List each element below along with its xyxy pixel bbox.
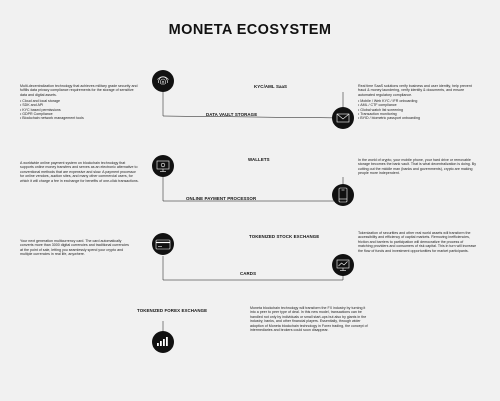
tokenized-stock-text <box>358 231 478 253</box>
node-kyc-aml <box>332 107 354 129</box>
list-item: • KYC based permissions <box>20 108 140 112</box>
list-item: • Cloud and local storage <box>20 99 140 103</box>
kyc-aml-label: KYC/AML SaaS <box>254 84 288 89</box>
cards-text <box>20 239 132 257</box>
online-payment-label: ONLINE PAYMENT PROCESSOR <box>186 196 257 201</box>
node-tokenized-forex <box>152 331 174 353</box>
wallets-label: WALLETS <box>248 157 270 162</box>
tokenized-forex-label: TOKENIZED FOREX EXCHANGE <box>137 308 208 313</box>
tokenized-forex-text <box>250 306 370 332</box>
online-payment-description: A worldwide online payment system on blockchain technology that supports online money transfers and serves as an electronic alternative to conventional methods that are expensive and slow. A payment processor for online vendors, auction sites, and many other commercial users, for which it will charge a fee in exchange for benefits of one-click transactions. <box>20 161 139 183</box>
kyc-aml-features <box>358 99 478 121</box>
cards-label: CARDS <box>240 271 257 276</box>
page-title: MONETA ECOSYSTEM <box>168 22 332 38</box>
wallets-description: In the world of crypto, your mobile phone, your hard drive or removable storage becomes the bank vault. That is what decentralization is doing. By cutting out the middle man (banks and governments), crypto are making people more independent. <box>358 158 476 176</box>
data-vault-label: DATA VAULT STORAGE <box>206 112 258 117</box>
data-vault-features <box>20 99 140 121</box>
tokenized-stock-description: Tokenization of securities and other real world assets will transform the accessibility and efficiency of capital markets. Removing inefficiencies, friction and barriers to participation will democratize the process of matching providers and consumers of risk capital. This in turn will increase the flow of funds and investment opportunities for market participants. <box>358 231 477 253</box>
list-item: • GDPR Compliance <box>20 112 140 116</box>
list-item: • SDK and API <box>20 103 140 107</box>
list-item: • Blockchain network management tools <box>20 116 140 120</box>
list-item: • AML / CTF compliance <box>358 103 478 107</box>
tokenized-stock-label: TOKENIZED STOCK EXCHANGE <box>249 234 320 239</box>
node-tokenized-stock <box>332 254 354 276</box>
kyc-aml-text <box>358 84 478 121</box>
wallets-text <box>358 158 478 176</box>
connectors <box>163 116 343 321</box>
online-payment-text <box>20 161 140 183</box>
list-item: • Transaction monitoring <box>358 112 478 116</box>
node-data-vault <box>152 70 174 92</box>
list-item: • BYID / biometric passport onboarding <box>358 116 478 120</box>
kyc-aml-description: Real time SaaS solutions verify business and user identity, help prevent fraud & money laundering, verify identity & documents, and ensure automated regulatory compliance. <box>358 84 472 97</box>
list-item: • Mobile / Web KYC / IFR onboarding <box>358 99 478 103</box>
data-vault-description: Multi-decentralization technology that achieves military grade security and fulfills data privacy compliance requirements for the storage of sensitive data and digital assets. <box>20 84 138 97</box>
list-item: • Global watch list screening <box>358 108 478 112</box>
node-cards <box>152 233 174 255</box>
timeline-spine <box>163 92 343 342</box>
tokenized-forex-description: Moneta blockchain technology will transform the FX industry by turning it into a peer to peer type of deal. In this new model, transactions can be handled not only by individuals or small start-ups but also by giants in the industry, banks, and other financial players. Essentially, through wider adoption of Moneta blockchain technology in Forex trading, the concept of intermediaries and brokers could soon disappear. <box>250 306 368 333</box>
data-vault-text <box>20 84 140 121</box>
cards-description: Your next generation multicurrency card. The card automatically converts more than 3000 digital currencies and traditional currencies at the point of sale, letting you seamlessly spend your crypto and multiple currencies in real life, anywhere. <box>20 239 129 257</box>
node-online-payment <box>152 155 174 177</box>
node-wallets <box>332 184 354 206</box>
